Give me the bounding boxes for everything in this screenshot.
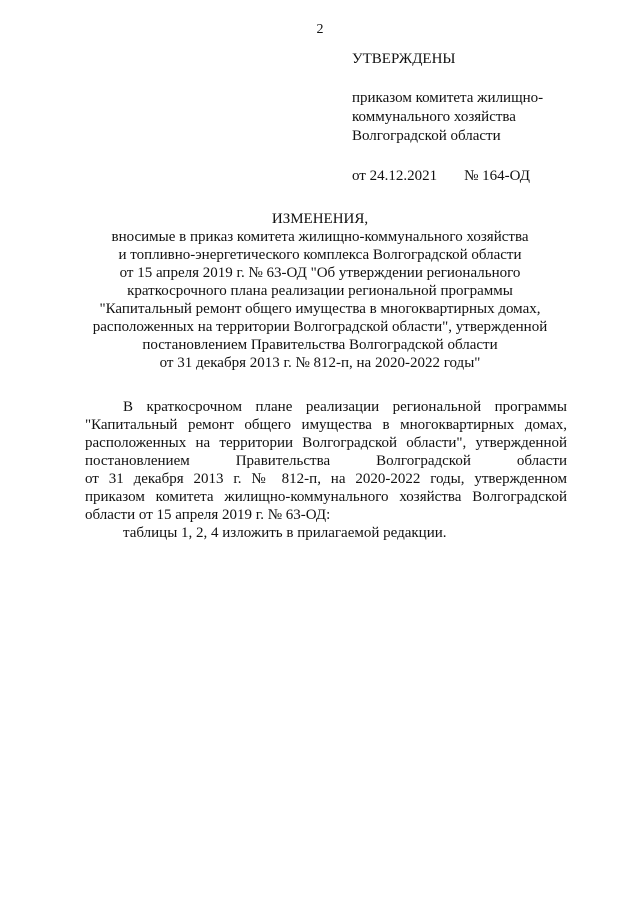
body-line: В краткосрочном плане реализации региональной программы <box>123 399 567 415</box>
approval-block <box>352 50 612 186</box>
approval-order-number: № 164-ОД <box>464 168 530 184</box>
changes-subtitle-line: от 15 апреля 2019 г. № 63-ОД "Об утверждении регионального <box>119 265 521 281</box>
changes-subtitle-line: от 31 декабря 2013 г. № 812-п, на 2020-2022 годы" <box>159 355 481 371</box>
body-line: "Капитальный ремонт общего имущества в многоквартирных домах, <box>85 417 567 433</box>
approval-date: от 24.12.2021 <box>352 168 438 184</box>
changes-subtitle-line: вносимые в приказ комитета жилищно-коммунального хозяйства <box>111 229 529 245</box>
approval-order-line: Волгоградской области <box>352 128 501 144</box>
changes-heading <box>0 210 640 372</box>
body-paragraph <box>85 398 567 542</box>
body-line: приказом комитета жилищно-коммунального хозяйства Волгоградской <box>85 489 567 505</box>
page-number: 2 <box>316 22 324 37</box>
changes-subtitle-line: и топливно-энергетического комплекса Волгоградской области <box>118 247 522 263</box>
approval-title: УТВЕРЖДЕНЫ <box>352 51 456 67</box>
approval-order-line: приказом комитета жилищно- <box>352 90 544 106</box>
changes-subtitle-line: постановлением Правительства Волгоградской области <box>142 337 498 353</box>
body-line: от 31 декабря 2013 г. № 812-п, на 2020-2022 годы, утвержденном <box>85 471 567 487</box>
changes-title: ИЗМЕНЕНИЯ, <box>271 211 369 227</box>
body-line: постановлением Правительства Волгоградской области <box>85 453 567 469</box>
approval-order-line: коммунального хозяйства <box>352 109 516 125</box>
body-line: области от 15 апреля 2019 г. № 63-ОД: <box>85 507 331 523</box>
changes-subtitle-line: расположенных на территории Волгоградской области", утвержденной <box>92 319 548 335</box>
body-line: расположенных на территории Волгоградской области", утвержденной <box>85 435 567 451</box>
body-instruction: таблицы 1, 2, 4 изложить в прилагаемой редакции. <box>123 525 447 541</box>
changes-subtitle-line: краткосрочного плана реализации региональной программы <box>127 283 513 299</box>
changes-subtitle-line: "Капитальный ремонт общего имущества в многоквартирных домах, <box>99 301 541 317</box>
approval-date-row <box>352 167 612 186</box>
